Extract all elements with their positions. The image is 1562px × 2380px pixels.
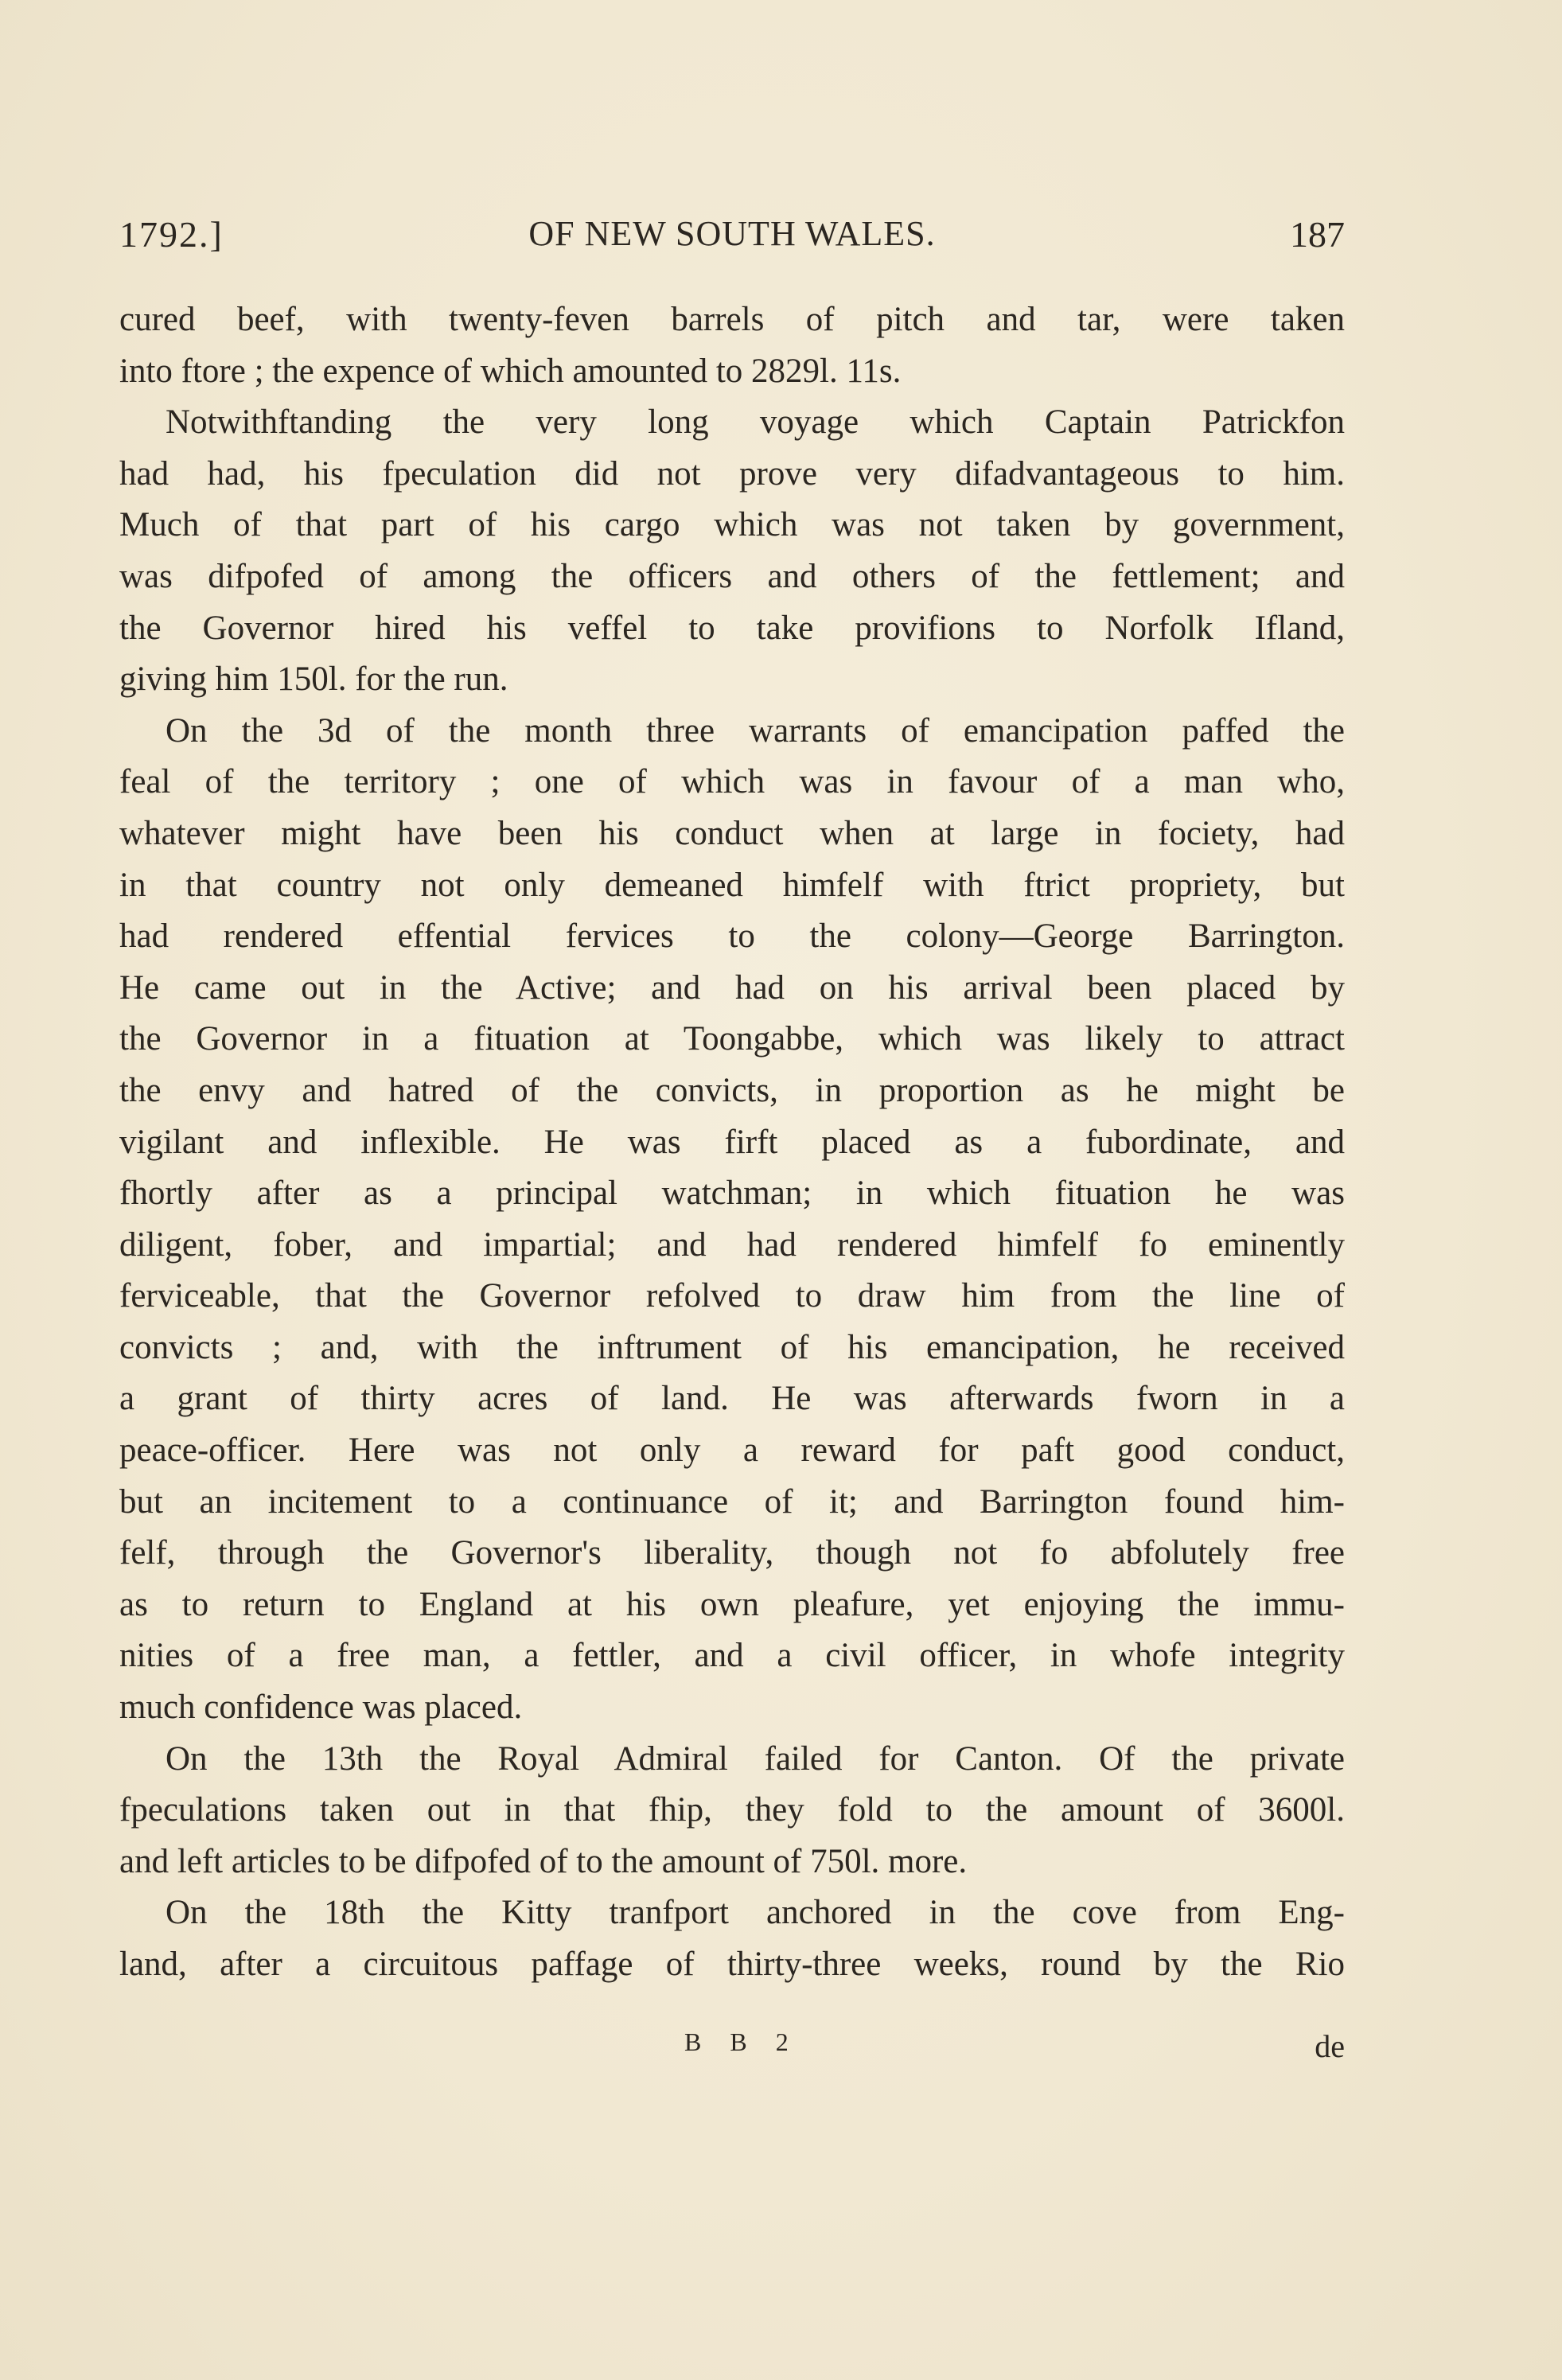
text-line: convicts ; and, with the inftrument of his emancipation, he received xyxy=(119,1328,1345,1366)
text-line: diligent, fober, and impartial; and had rendered himfelf fo eminently xyxy=(119,1225,1345,1264)
text-line: fhortly after as a principal watchman; in which fituation he was xyxy=(119,1174,1345,1213)
signature-mark: B B 2 xyxy=(684,2027,800,2056)
text-line: Much of that part of his cargo which was not taken by government, xyxy=(119,506,1345,544)
text-line: the Governor hired his veffel to take provifions to Norfolk Ifland, xyxy=(119,609,1345,647)
text-line: feal of the territory ; one of which was in favour of a man who, xyxy=(119,763,1345,801)
text-line: but an incitement to a continuance of it; and Barrington found him- xyxy=(119,1482,1345,1521)
catchword: de xyxy=(1315,2028,1345,2064)
running-head-year: 1792.] xyxy=(119,214,224,255)
text-line: fpeculations taken out in that fhip, they fold to the amount of 3600l. xyxy=(119,1791,1345,1829)
text-line: a grant of thirty acres of land. He was afterwards fworn in a xyxy=(119,1380,1345,1418)
text-line: vigilant and inflexible. He was firft placed as a fubordinate, and xyxy=(119,1123,1345,1161)
text-line: the envy and hatred of the convicts, in proportion as he might be xyxy=(119,1071,1345,1109)
text-line: On the 18th the Kitty tranfport anchored in the cove from Eng- xyxy=(166,1894,1345,1932)
body-text xyxy=(119,294,1345,1991)
text-line: giving him 150l. for the run. xyxy=(119,660,508,699)
text-line: On the 3d of the month three warrants of emancipation paffed the xyxy=(166,711,1345,750)
text-line: felf, through the Governor's liberality, though not fo abfolutely free xyxy=(119,1534,1345,1572)
text-line: He came out in the Active; and had on his arrival been placed by xyxy=(119,968,1345,1007)
text-line: and left articles to be difpofed of to the amount of 750l. more. xyxy=(119,1842,968,1880)
text-line: was difpofed of among the officers and others of the fettlement; and xyxy=(119,557,1345,595)
text-line: land, after a circuitous paffage of thirty-three weeks, round by the Rio xyxy=(119,1946,1345,1983)
text-line: into ftore ; the expence of which amounted to 2829l. 11s. xyxy=(119,352,902,390)
page-footer xyxy=(119,2027,1345,2067)
text-line: nities of a free man, a fettler, and a civil officer, in whofe integrity xyxy=(119,1637,1345,1675)
text-line: peace-officer. Here was not only a reward for paft good conduct, xyxy=(119,1432,1345,1470)
page-number: 187 xyxy=(1290,214,1345,255)
text-line: much confidence was placed. xyxy=(119,1689,523,1727)
running-head xyxy=(119,213,1345,261)
text-line: as to return to England at his own pleafure, yet enjoying the immu- xyxy=(119,1585,1345,1623)
text-line: in that country not only demeaned himfelf with ftrict propriety, but xyxy=(119,866,1345,904)
text-line: had rendered effential fervices to the colony—George Barrington. xyxy=(119,917,1345,956)
text-line: the Governor in a fituation at Toongabbe, which was likely to attract xyxy=(119,1020,1345,1058)
running-head-title: OF NEW SOUTH WALES. xyxy=(528,214,936,253)
text-line: cured beef, with twenty-feven barrels of pitch and tar, were taken xyxy=(119,301,1345,338)
text-line: whatever might have been his conduct when at large in fociety, had xyxy=(119,814,1345,852)
text-line: ferviceable, that the Governor refolved to draw him from the line of xyxy=(119,1277,1345,1315)
text-line: had had, his fpeculation did not prove very difadvantageous to him. xyxy=(119,454,1345,493)
text-line: On the 13th the Royal Admiral failed for Canton. Of the private xyxy=(166,1739,1345,1778)
text-line: Notwithftanding the very long voyage which Captain Patrickfon xyxy=(166,403,1345,442)
